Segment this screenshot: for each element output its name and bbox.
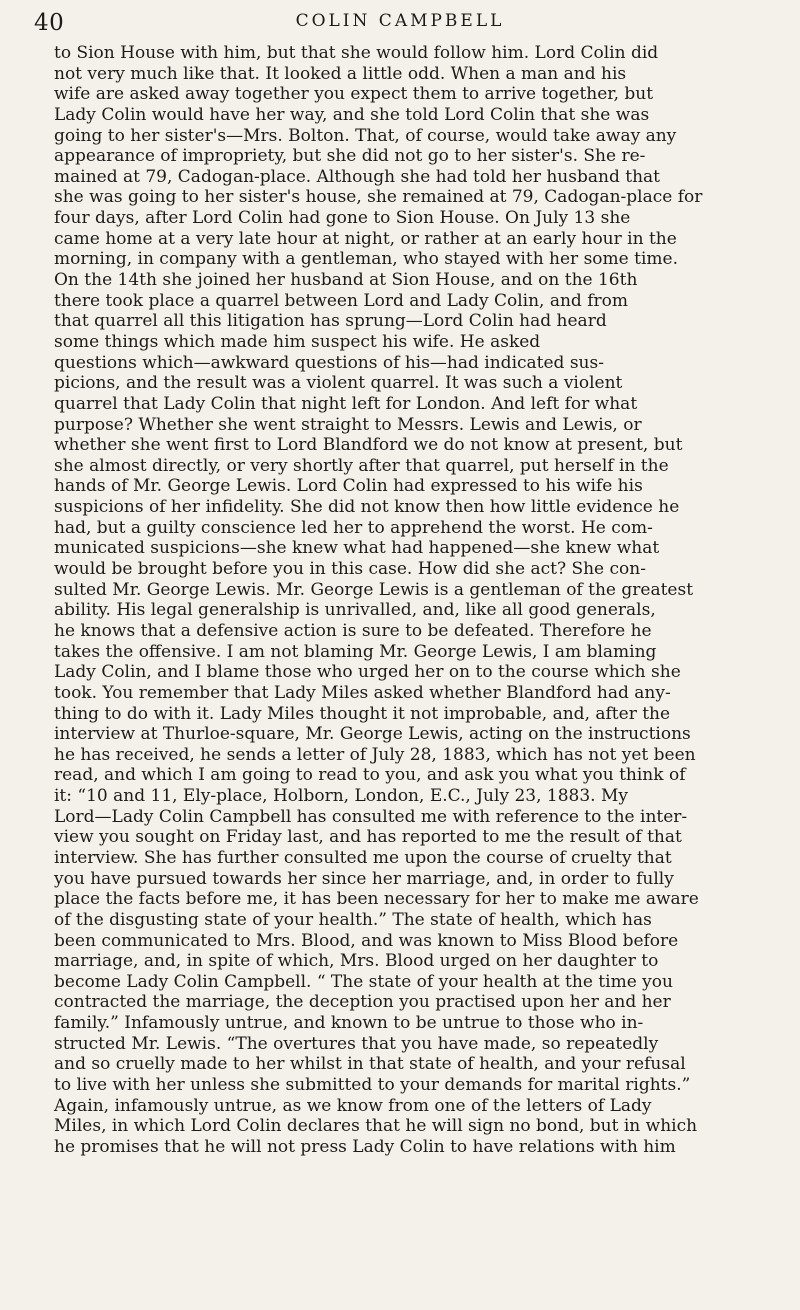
text-line: he has received, he sends a letter of July 28, 1883, which has not yet been bbox=[54, 744, 696, 765]
text-line: Lady Colin, and I blame those who urged her on to the course which she bbox=[54, 662, 681, 683]
text-line: and so cruelly made to her whilst in that state of health, and your refusal bbox=[54, 1054, 686, 1075]
text-line: whether she went first to Lord Blandford we do not know at present, but bbox=[54, 435, 683, 456]
text-line: suspicions of her infidelity. She did not know then how little evidence he bbox=[54, 497, 680, 518]
text-line: you have pursued towards her since her marriage, and, in order to fully bbox=[54, 868, 674, 889]
text-line: she was going to her sister's house, she remained at 79, Cadogan-place for bbox=[54, 187, 703, 208]
text-line: four days, after Lord Colin had gone to Sion House. On July 13 she bbox=[54, 208, 631, 229]
text-line: view you sought on Friday last, and has reported to me the result of that bbox=[54, 827, 682, 848]
text-line: contracted the marriage, the deception you practised upon her and her bbox=[54, 992, 671, 1013]
text-line: questions which—awkward questions of his—had indicated sus- bbox=[54, 352, 604, 373]
text-line: been communicated to Mrs. Blood, and was known to Miss Blood before bbox=[54, 930, 679, 951]
text-line: Lord—Lady Colin Campbell has consulted me with reference to the inter- bbox=[54, 806, 688, 827]
text-line: quarrel that Lady Colin that night left for London. And left for what bbox=[54, 393, 638, 414]
text-line: Again, infamously untrue, as we know from one of the letters of Lady bbox=[54, 1095, 652, 1116]
text-line: thing to do with it. Lady Miles thought it not improbable, and, after the bbox=[54, 703, 671, 724]
text-line: she almost directly, or very shortly after that quarrel, put herself in the bbox=[54, 455, 669, 476]
text-line: had, but a guilty conscience led her to apprehend the worst. He com- bbox=[54, 517, 653, 538]
text-line: Miles, in which Lord Colin declares that he will sign no bond, but in which bbox=[54, 1116, 698, 1137]
text-line: took. You remember that Lady Miles asked whether Blandford had any- bbox=[54, 682, 671, 703]
text-line: interview at Thurloe-square, Mr. George Lewis, acting on the instructions bbox=[54, 724, 691, 745]
text-line: mained at 79, Cadogan-place. Although she had told her husband that bbox=[54, 166, 660, 187]
text-line: picions, and the result was a violent quarrel. It was such a violent bbox=[54, 373, 623, 394]
text-line: would be brought before you in this case. How did she act? She con- bbox=[54, 559, 646, 580]
page-number: 40 bbox=[34, 10, 65, 36]
text-line: not very much like that. It looked a little odd. When a man and his bbox=[54, 63, 627, 84]
text-line: he knows that a defensive action is sure to be defeated. Therefore he bbox=[54, 620, 652, 641]
running-head: COLIN CAMPBELL bbox=[295, 11, 505, 31]
text-line: Lady Colin would have her way, and she told Lord Colin that she was bbox=[54, 104, 650, 125]
text-line: takes the offensive. I am not blaming Mr. George Lewis, I am blaming bbox=[54, 641, 657, 662]
text-line: appearance of impropriety, but she did not go to her sister's. She re- bbox=[54, 146, 646, 167]
text-line: came home at a very late hour at night, or rather at an early hour in the bbox=[54, 228, 677, 249]
body-text bbox=[54, 43, 768, 1158]
text-line: sulted Mr. George Lewis. Mr. George Lewis is a gentleman of the greatest bbox=[54, 579, 694, 600]
text-line: there took place a quarrel between Lord and Lady Colin, and from bbox=[54, 290, 628, 311]
text-line: going to her sister's—Mrs. Bolton. That, of course, would take away any bbox=[54, 125, 677, 146]
text-line: place the facts before me, it has been necessary for her to make me aware bbox=[54, 889, 699, 910]
text-line: wife are asked away together you expect them to arrive together, but bbox=[54, 84, 654, 105]
text-line: morning, in company with a gentleman, who stayed with her some time. bbox=[54, 249, 678, 270]
text-line: become Lady Colin Campbell. “ The state of your health at the time you bbox=[54, 971, 673, 992]
text-line: marriage, and, in spite of which, Mrs. Blood urged on her daughter to bbox=[54, 951, 659, 972]
text-line: hands of Mr. George Lewis. Lord Colin had expressed to his wife his bbox=[54, 476, 643, 497]
text-line: ability. His legal generalship is unrivalled, and, like all good generals, bbox=[54, 600, 656, 621]
text-line: interview. She has further consulted me upon the course of cruelty that bbox=[54, 847, 672, 868]
text-line: On the 14th she joined her husband at Sion House, and on the 16th bbox=[54, 270, 638, 291]
text-line: structed Mr. Lewis. “The overtures that you have made, so repeatedly bbox=[54, 1033, 659, 1054]
text-line: read, and which I am going to read to you, and ask you what you think of bbox=[54, 765, 686, 786]
text-line: municated suspicions—she knew what had happened—she knew what bbox=[54, 538, 660, 559]
text-line: it: “10 and 11, Ely-place, Holborn, London, E.C., July 23, 1883. My bbox=[54, 786, 628, 807]
text-line: family.” Infamously untrue, and known to be untrue to those who in- bbox=[54, 1013, 644, 1034]
text-line: purpose? Whether she went straight to Messrs. Lewis and Lewis, or bbox=[54, 414, 642, 435]
text-line: some things which made him suspect his wife. He asked bbox=[54, 331, 541, 352]
text-line: of the disgusting state of your health.” The state of health, which has bbox=[54, 909, 652, 930]
text-line: to Sion House with him, but that she would follow him. Lord Colin did bbox=[54, 43, 659, 63]
text-line: he promises that he will not press Lady Colin to have relations with him bbox=[54, 1136, 676, 1157]
text-line: to live with her unless she submitted to your demands for marital rights.” bbox=[54, 1075, 691, 1096]
text-line: that quarrel all this litigation has sprung—Lord Colin had heard bbox=[54, 311, 607, 332]
